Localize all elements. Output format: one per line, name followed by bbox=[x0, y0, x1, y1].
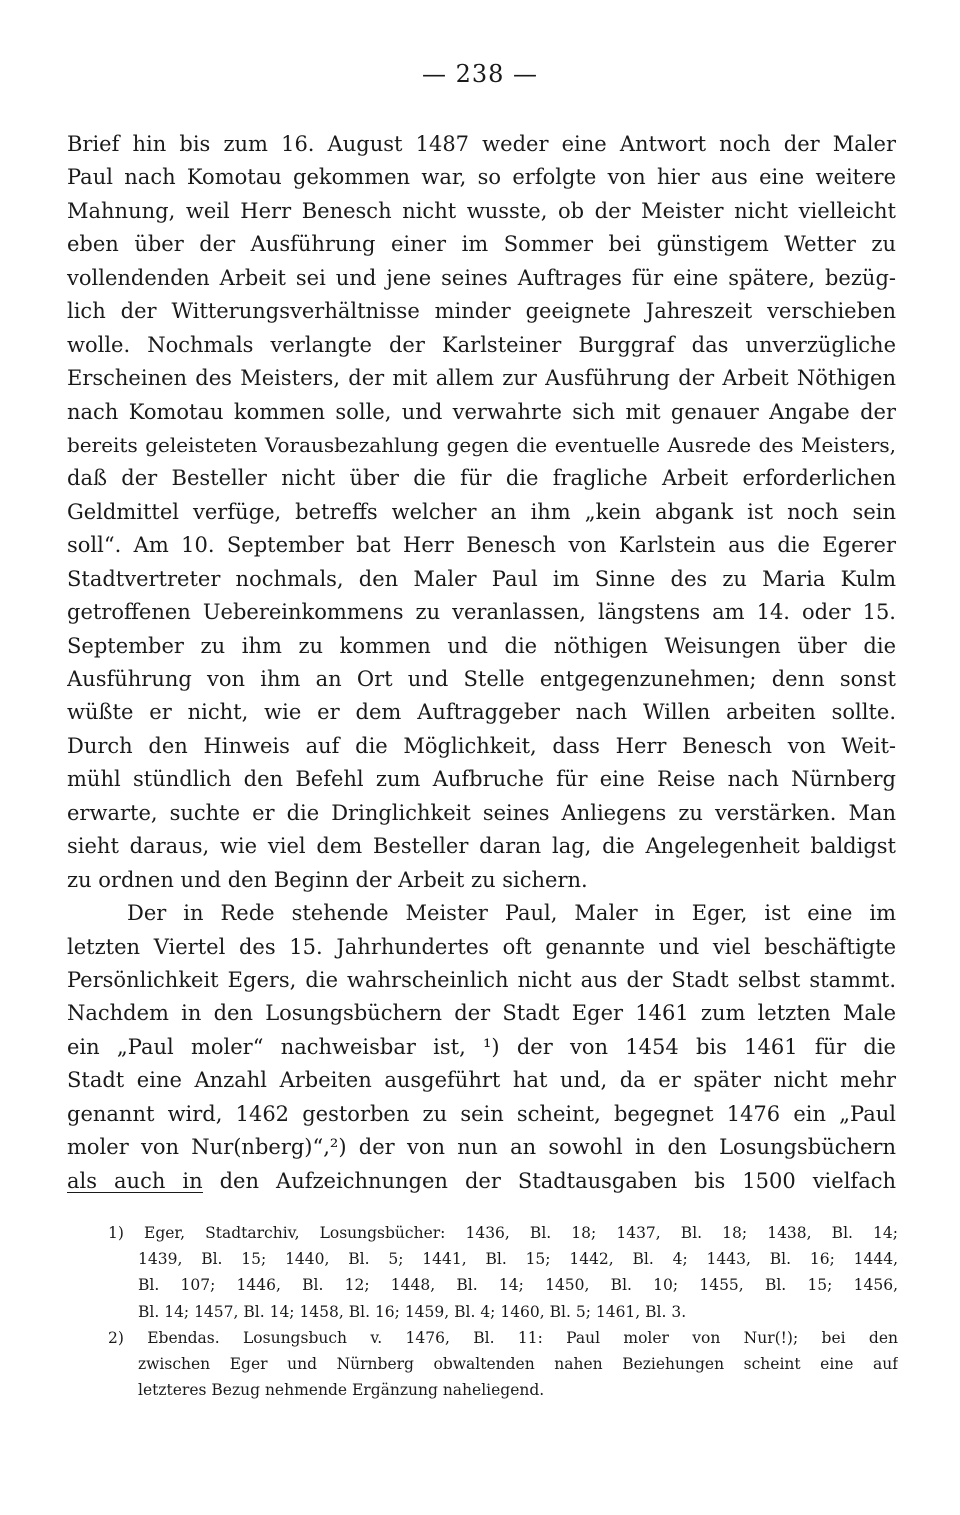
text-line: Paul nach Komotau gekommen war, so erfolgte von hier aus eine weitere bbox=[67, 165, 896, 190]
text-line: moler von Nur(nberg)“,²) der von nun an sowohl in den Losungsbüchern bbox=[67, 1135, 896, 1160]
page-number: — 238 — bbox=[421, 60, 539, 88]
text-line: mühl stündlich den Befehl zum Aufbruche für eine Reise nach Nürnberg bbox=[67, 767, 896, 792]
text-line: Brief hin bis zum 16. August 1487 weder eine Antwort noch der Maler bbox=[67, 132, 896, 156]
text-line: Mahnung, weil Herr Benesch nicht wusste, ob der Meister nicht vielleicht bbox=[67, 198, 896, 223]
text-line: soll“. Am 10. September bat Herr Benesch von Karlstein aus die Egerer bbox=[67, 533, 896, 558]
paragraph-end-line: zu ordnen und den Beginn der Arbeit zu sichern. bbox=[67, 867, 588, 892]
text-line: nach Komotau kommen solle, und verwahrte sich mit genauer Angabe der bbox=[67, 399, 896, 424]
text-line: ein „Paul moler“ nachweisbar ist, ¹) der von 1454 bis 1461 für die bbox=[67, 1034, 896, 1059]
footnote-divider bbox=[67, 1192, 203, 1193]
text-line: erwarte, suchte er die Dringlichkeit seines Anliegens zu verstärken. Man bbox=[67, 800, 896, 825]
footnote-1-line: 1) Eger, Stadtarchiv, Losungsbücher: 1436, Bl. 18; 1437, Bl. 18; 1438, Bl. 14; bbox=[108, 1224, 898, 1242]
text-line: sieht daraus, wie viel dem Besteller daran lag, die Angelegenheit baldigst bbox=[67, 834, 896, 859]
paragraph-start-line: Der in Rede stehende Meister Paul, Maler in Eger, ist eine im bbox=[127, 901, 896, 926]
text-line: wüßte er nicht, wie er dem Auftraggeber nach Willen arbeiten sollte. bbox=[67, 700, 896, 725]
text-line: bereits geleisteten Vorausbezahlung gegen die eventuelle Ausrede des Meisters, bbox=[67, 432, 896, 457]
footnote-2-line: letzteres Bezug nehmende Ergänzung naheliegend. bbox=[138, 1381, 545, 1400]
text-line: Stadtvertreter nochmals, den Maler Paul im Sinne des zu Maria Kulm bbox=[67, 566, 896, 591]
text-line: letzten Viertel des 15. Jahrhundertes oft genannte und viel beschäftigte bbox=[67, 934, 896, 959]
text-line: Durch den Hinweis auf die Möglichkeit, dass Herr Benesch von Weit- bbox=[67, 733, 896, 758]
text-line: Nachdem in den Losungsbüchern der Stadt Eger 1461 zum letzten Male bbox=[67, 1001, 896, 1026]
text-line: Geldmittel verfüge, betreffs welcher an ihm „kein abgank ist noch sein bbox=[67, 499, 896, 524]
footnotes bbox=[108, 1220, 898, 1403]
text-line: eben über der Ausführung einer im Sommer bei günstigem Wetter zu bbox=[67, 232, 896, 257]
text-line: als auch in den Aufzeichnungen der Stadtausgaben bis 1500 vielfach bbox=[67, 1168, 896, 1193]
text-line: Stadt eine Anzahl Arbeiten ausgeführt hat und, da er später nicht mehr bbox=[67, 1068, 896, 1093]
text-line: September zu ihm zu kommen und die nöthigen Weisungen über die bbox=[67, 633, 896, 658]
footnote-2-line: 2) Ebendas. Losungsbuch v. 1476, Bl. 11: Paul moler von Nur(!); bei den bbox=[108, 1328, 898, 1347]
text-line: vollendenden Arbeit sei und jene seines Auftrages für eine spätere, bezüg- bbox=[67, 265, 896, 290]
footnote-1-line: 1439, Bl. 15; 1440, Bl. 5; 1441, Bl. 15; 1442, Bl. 4; 1443, Bl. 16; 1444, bbox=[138, 1250, 898, 1269]
text-line: wolle. Nochmals verlangte der Karlsteiner Burggraf das unverzügliche bbox=[67, 332, 896, 357]
body-text bbox=[67, 128, 896, 1198]
text-line: getroffenen Uebereinkommens zu veranlassen, längstens am 14. oder 15. bbox=[67, 600, 896, 625]
text-line: daß der Besteller nicht über die für die fragliche Arbeit erforderlichen bbox=[67, 466, 896, 491]
footnote-2-line: zwischen Eger und Nürnberg obwaltenden nahen Beziehungen scheint eine auf bbox=[138, 1354, 898, 1373]
text-line: lich der Witterungsverhältnisse minder geeignete Jahreszeit verschieben bbox=[67, 299, 896, 324]
text-line: genannt wird, 1462 gestorben zu sein scheint, begegnet 1476 ein „Paul bbox=[67, 1101, 896, 1126]
text-line: Persönlichkeit Egers, die wahrscheinlich nicht aus der Stadt selbst stammt. bbox=[67, 967, 896, 992]
footnote-1-line: Bl. 107; 1446, Bl. 12; 1448, Bl. 14; 1450, Bl. 10; 1455, Bl. 15; 1456, bbox=[138, 1276, 898, 1295]
footnote-1-line: Bl. 14; 1457, Bl. 14; 1458, Bl. 16; 1459, Bl. 4; 1460, Bl. 5; 1461, Bl. 3. bbox=[138, 1302, 687, 1321]
text-line: Erscheinen des Meisters, der mit allem zur Ausführung der Arbeit Nöthigen bbox=[67, 366, 896, 391]
text-line: Ausführung von ihm an Ort und Stelle entgegenzunehmen; denn sonst bbox=[67, 667, 896, 691]
